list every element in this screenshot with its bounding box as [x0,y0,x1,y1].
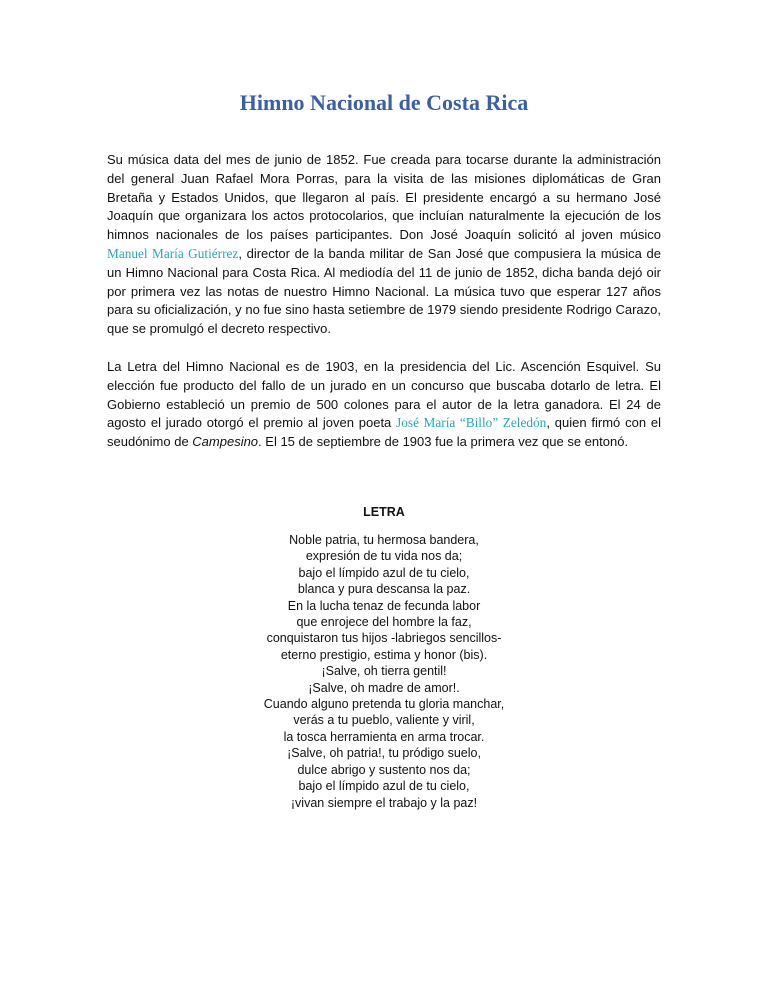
lyrics-list [0,532,768,811]
lyrics-line: que enrojece del hombre la faz, [296,615,472,630]
lyrics-line: ¡Salve, oh patria!, tu pródigo suelo, [287,746,481,761]
lyrics-line: blanca y pura descansa la paz. [297,582,471,597]
lyrics-line: bajo el límpido azul de tu cielo, [298,565,470,580]
lyrics-line: bajo el límpido azul de tu cielo, [298,779,470,794]
history-paragraph-music [107,151,661,339]
lyrics-line: eterno prestigio, estima y honor (bis). [280,647,488,662]
lyrics-line: dulce abrigo y sustento nos da; [297,762,471,777]
poet-link[interactable]: José María “Billo” Zeledón [396,415,547,431]
lyrics-line: expresión de tu vida nos da; [305,549,463,564]
lyrics-line: Cuando alguno pretenda tu gloria manchar, [263,697,505,712]
lyrics-line: ¡Salve, oh madre de amor!. [308,680,460,695]
lyrics-line: verás a tu pueblo, valiente y viril, [293,713,475,728]
paragraph-text: Su música data del mes de junio de 1852. Fue creada para tocarse durante la administración del general Juan Rafael Mora Porras, para la visita de las misiones diplomáticas de Gran Bretaña y Estados Unidos, que llegaron al país. El presidente encargó a su hermano José Joaquín que organizara los actos protocolarios, que incluían naturalmente la ejecución de los himnos nacionales de los países participantes. Don José Joaquín solicitó al joven músico [107,152,661,243]
lyrics-line: ¡vivan siempre el trabajo y la paz! [290,795,478,810]
lyrics-line: En la lucha tenaz de fecunda labor [287,598,481,613]
lyrics-heading: LETRA [363,505,405,519]
page-title: Himno Nacional de Costa Rica [239,90,529,115]
lyrics-line: la tosca herramienta en arma trocar. [283,729,485,744]
paragraph-text: , director de la banda militar de San José que compusiera la música de un Himno Nacional para Costa Rica. Al mediodía del 11 de junio de 1852, dicha banda dejó oir por primera vez las notas de nuestro Himno Nacional. La música tuvo que esperar 127 años para su oficialización, y no fue sino hasta setiembre de 1979 siendo presidente Rodrigo Carazo, que se promulgó el decreto respectivo. [107,245,662,337]
composer-link[interactable]: Manuel María Gutiérrez [107,245,239,261]
pseudonym-text: Campesino [192,434,259,450]
history-paragraph-lyrics [107,358,661,452]
lyrics-line: Noble patria, tu hermosa bandera, [289,533,479,547]
lyrics-line: conquistaron tus hijos -labriegos sencillos- [266,631,502,646]
paragraph-text: La Letra del Himno Nacional es de 1903, en la presidencia del Lic. Ascención Esquivel. Su elección fue producto del fallo de un jurado en un concurso que buscaba dotarlo de letra. El Gobierno estableció un premio de 500 colones para el autor de la letra ganadora. El 24 de agosto el jurado otorgó el premio al joven poeta [107,359,661,431]
paragraph-text: . El 15 de septiembre de 1903 fue la primera vez que se entonó. [258,434,629,450]
lyrics-line: ¡Salve, oh tierra gentil! [321,664,447,679]
paragraph-text: , quien firmó con el seudónimo de [107,415,661,450]
